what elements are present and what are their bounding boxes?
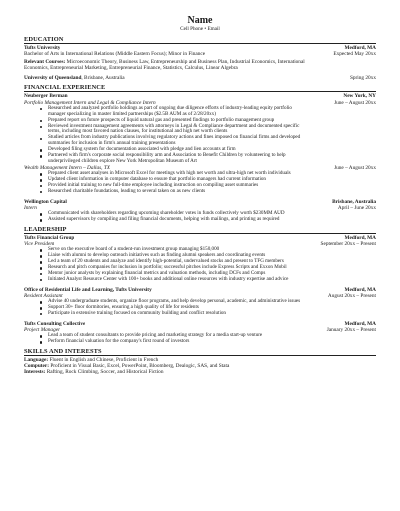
job-role: Intern [24, 205, 37, 212]
contact-info: Cell Phone • Email [180, 26, 220, 32]
job-date: April – June 20xx [337, 205, 376, 212]
list-item: Advise 40 undergraduate students, organize floor programs, and help develop personal, academic, and administrative issues [48, 299, 376, 305]
section-skills: SKILLS AND INTERESTS [24, 348, 376, 356]
list-item: Updated client information in computer database to ensure that portfolio managers had current information [48, 177, 376, 183]
job-role: Portfolio Management Intern and Legal & Compliance Intern [24, 99, 156, 106]
org-name: Tufts Financial Group [24, 235, 75, 242]
job-role: Wealth Management Intern – Dallas, TX [24, 165, 111, 172]
list-item: Reviewed investment management agreements with attorneys in Legal & Compliance department and documented specific [48, 124, 376, 130]
list-item: Lead a team of student consultants to provide pricing and marketing strategy for a media start-up venture [48, 333, 376, 339]
list-item: Researched charitable foundations, leading to several taken on as new clients [48, 189, 376, 195]
org-date: January 20xx – Present [326, 327, 376, 334]
school-name: Tufts University [24, 45, 61, 51]
school-name: University of Queensland [24, 75, 82, 82]
tfg-bullets [24, 247, 376, 283]
list-item: manager specializing in master limited partnerships ($2.5B AUM as of 2/28/20xx) [48, 110, 216, 117]
list-item: Support 30+ floor dormitories, ensuring a high quality of life for residents [48, 305, 376, 311]
orll-bullets [24, 299, 376, 317]
org-location: Medford, MA [344, 235, 376, 242]
list-item: Prepared client asset analyses in Microsoft Excel for meetings with high net worth and ultra-high net worth individuals [48, 171, 376, 177]
skill-interests [24, 369, 376, 375]
list-item: terms, including most favored nation clauses, for institutional and high net worth clients [48, 128, 228, 135]
graduation-date: Expected May 20xx [333, 51, 376, 58]
list-item: underprivileged children explore New York Metropolitan Museum of Art [48, 158, 197, 165]
candidate-name: Name [187, 15, 213, 26]
list-item: Initiated Analyst Resource Center with 100+ books and additional online resources with industry expertise and advice [48, 277, 376, 283]
list-item: Participate in extensive training focused on community building and conflict resolution [48, 311, 376, 317]
list-item: Prepared report on future prospects of liquid natural gas and presented findings to portfolio management group [48, 118, 376, 124]
section-financial-experience: FINANCIAL EXPERIENCE [24, 84, 376, 92]
skill-label: Computer: [24, 363, 50, 370]
list-item: Mentor junior analysts by explaining financial metrics and valuation methods, including DCFs and Comps [48, 271, 376, 277]
consulting-bullets [24, 333, 376, 345]
list-item: Serve on the executive board of a student-run investment group managing $150,000 [48, 247, 376, 253]
list-item: Provided initial training to new full-time employee including instruction on compiling asset summaries [48, 183, 376, 189]
school-location: , Brisbane, Australia [81, 75, 125, 82]
skill-value: Fluent in English and Chinese, Proficient in French [49, 357, 159, 364]
list-item: Perform financial valuation for the company's first round of investors [48, 339, 376, 345]
section-leadership: LEADERSHIP [24, 226, 376, 234]
courses-list-2: Economics, Entrepreneurial Marketing, Entrepreneurial Finance, Statistics, Calculus, Linear Algebra [24, 65, 238, 72]
job-date: June – August 20xx [334, 99, 376, 106]
degree: Bachelor of Arts in International Relations (Middle Eastern Focus); Minor in Finance [24, 51, 206, 58]
org-role: Vice President [24, 241, 55, 248]
list-item: Liaise with alumni to develop outreach initiatives such as finding alumni speakers and coordinating events [48, 253, 376, 259]
edu-queensland [24, 75, 376, 81]
list-item: Led a team of 20 students and analyze and identify high-potential, undervalued stocks and present to TFG members [48, 259, 376, 265]
org-location: Medford, MA [344, 321, 376, 328]
org-role: Resident Assistant [24, 293, 63, 300]
list-item: summaries for inclusion in firm's annual training presentations [48, 140, 176, 147]
skill-value: Rafting, Rock Climbing, Soccer, and Historical Fiction [46, 369, 164, 376]
job-date: June – August 20xx [334, 165, 376, 172]
list-item: Partnered with firm's corporate social responsibility arm and Association to Benefit Children by volunteering to help [48, 153, 376, 159]
skill-label: Interests: [24, 369, 46, 376]
org-location: Medford, MA [344, 287, 376, 294]
school-location: Medford, MA [344, 45, 376, 51]
list-item: Researched and analyzed portfolio holdings as part of ongoing due diligence efforts of industry-leading equity portfolio [48, 106, 376, 112]
org-role: Project Manager [24, 327, 61, 334]
neuberger-bullets-2 [24, 171, 376, 195]
company-name: Wellington Capital [24, 199, 67, 206]
company-name: Neuberger Berman [24, 93, 68, 100]
list-item: Studied articles from industry publications involving regulatory actions and fines imposed on financial firms and developed [48, 135, 376, 141]
company-location: New York, NY [343, 93, 376, 100]
list-item: Developed filing system for documentation associated with pledge and lien accounts at firm [48, 147, 376, 153]
org-name: Tufts Consulting Collective [24, 321, 86, 328]
org-date: August 20xx – Present [327, 293, 376, 300]
list-item: Assisted supervisors by compiling and filing financial documents, helping with mailings, and printing as required [48, 217, 376, 223]
courses-list-1: Microeconomic Theory, Business Law, Entrepreneurship and Business Plan, Industrial Economics, International [66, 59, 305, 66]
study-date: Spring 20xx [349, 75, 376, 82]
list-item: Communicated with shareholders regarding upcoming shareholder votes in funds collectively worth $230MM AUD [48, 211, 376, 217]
company-location: Brisbane, Australia [332, 199, 376, 206]
org-date: September 20xx – Present [320, 241, 376, 248]
wellington-bullets [24, 211, 376, 223]
org-name: Office of Residential Life and Learning, Tufts University [24, 287, 152, 294]
section-education: EDUCATION [24, 36, 376, 44]
skill-label: Language: [24, 357, 49, 364]
neuberger-bullets [24, 106, 376, 166]
courses-label: Relevant Courses: [24, 59, 66, 66]
list-item: Research and pitch companies for inclusion in portfolio; successful pitches include Express Scripts and Exxon Mobil [48, 265, 376, 271]
skill-value: Proficient in Visual Basic, Excel, PowerPoint, Bloomberg, Dealogic, SAS, and Stata [50, 363, 230, 370]
